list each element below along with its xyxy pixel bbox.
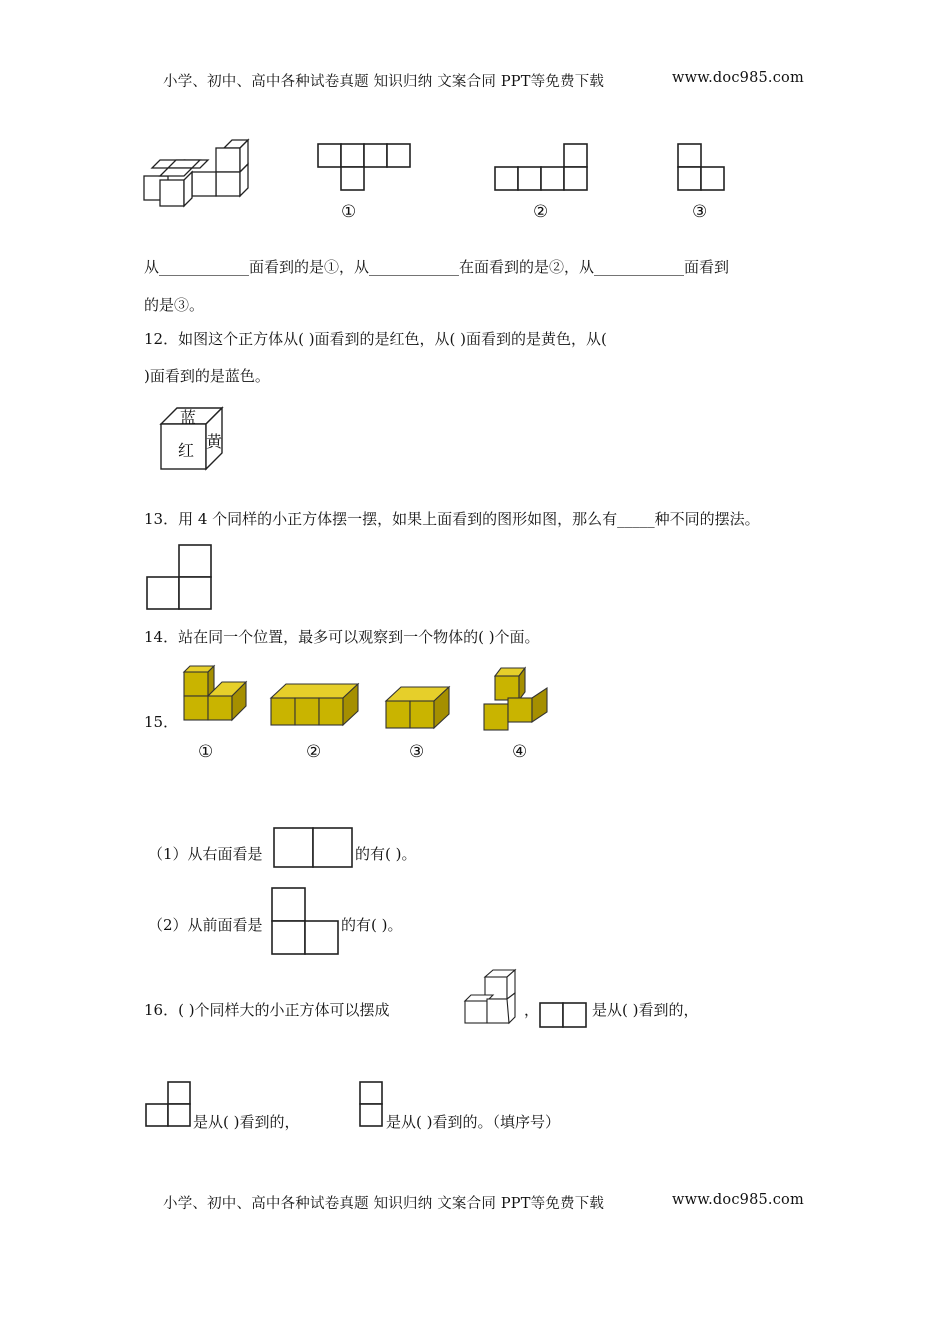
header-text: 小学、初中、高中各种试卷真题 知识归纳 文案合同 PPT等免费下载 — [163, 74, 605, 90]
footer-url[interactable]: www.doc985.com — [672, 1192, 804, 1208]
q12-line-1: 12．如图这个正方体从( )面看到的是红色，从( )面看到的是黄色，从( — [144, 330, 607, 348]
q16-view-c — [359, 1081, 385, 1129]
q15-label-1: ① — [198, 742, 214, 762]
q15-sub1-prefix: （1）从右面看是 — [148, 845, 263, 863]
q11-label-3: ③ — [692, 202, 708, 222]
q12-cube-top-label: 蓝 — [180, 408, 197, 427]
q16-comma: ， — [524, 1001, 540, 1019]
q13-text: 13．用 4 个同样的小正方体摆一摆，如果上面看到的图形如图，那么有_____种不同的摆法。 — [144, 510, 760, 528]
q16-part-3: 是从( )看到的， — [193, 1113, 300, 1131]
q12-cube-side-label: 黄 — [206, 432, 223, 451]
q16-cube-figure — [463, 969, 521, 1027]
q16-part-4: 是从( )看到的。（填序号） — [386, 1113, 560, 1131]
q14-text: 14．站在同一个位置，最多可以观察到一个物体的( )个面。 — [144, 628, 540, 646]
q11-view-3 — [677, 143, 727, 191]
q13-top-view — [146, 544, 213, 610]
q11-label-1: ① — [341, 202, 357, 222]
q16-part-1: 16．( )个同样大的小正方体可以摆成 — [144, 1001, 390, 1019]
q15-figure-1 — [180, 662, 252, 724]
q12-cube-front-label: 红 — [178, 441, 195, 460]
q11-line-1: 从____________面看到的是①，从____________在面看到的是②，从____________面看到 — [144, 258, 730, 276]
q15-figure-2 — [268, 684, 362, 728]
header-url[interactable]: www.doc985.com — [672, 70, 804, 86]
q11-line-2: 的是③。 — [144, 296, 205, 314]
q15-figure-3 — [383, 685, 453, 731]
q16-view-a — [539, 1002, 589, 1029]
q15-sub1-right-view — [273, 827, 355, 869]
q11-view-1 — [317, 143, 412, 191]
q15-sub2-suffix: 的有( )。 — [341, 916, 403, 934]
q16-part-2: 是从( )看到的， — [592, 1001, 699, 1019]
q16-view-b — [145, 1081, 193, 1129]
q15-label-3: ③ — [409, 742, 425, 762]
q11-label-2: ② — [533, 202, 549, 222]
q15-label-2: ② — [306, 742, 322, 762]
q15-figure-4 — [481, 664, 553, 732]
q15-sub2-prefix: （2）从前面看是 — [148, 916, 263, 934]
q12-line-2: )面看到的是蓝色。 — [144, 367, 270, 385]
q15-label-4: ④ — [512, 742, 528, 762]
q15-sub2-front-view — [271, 887, 341, 957]
footer-text: 小学、初中、高中各种试卷真题 知识归纳 文案合同 PPT等免费下载 — [163, 1196, 605, 1212]
q11-view-2 — [493, 143, 589, 191]
q15-sub1-suffix: 的有( )。 — [355, 845, 417, 863]
q15-number: 15． — [144, 713, 179, 731]
q11-cube-stack-figure — [140, 140, 255, 210]
